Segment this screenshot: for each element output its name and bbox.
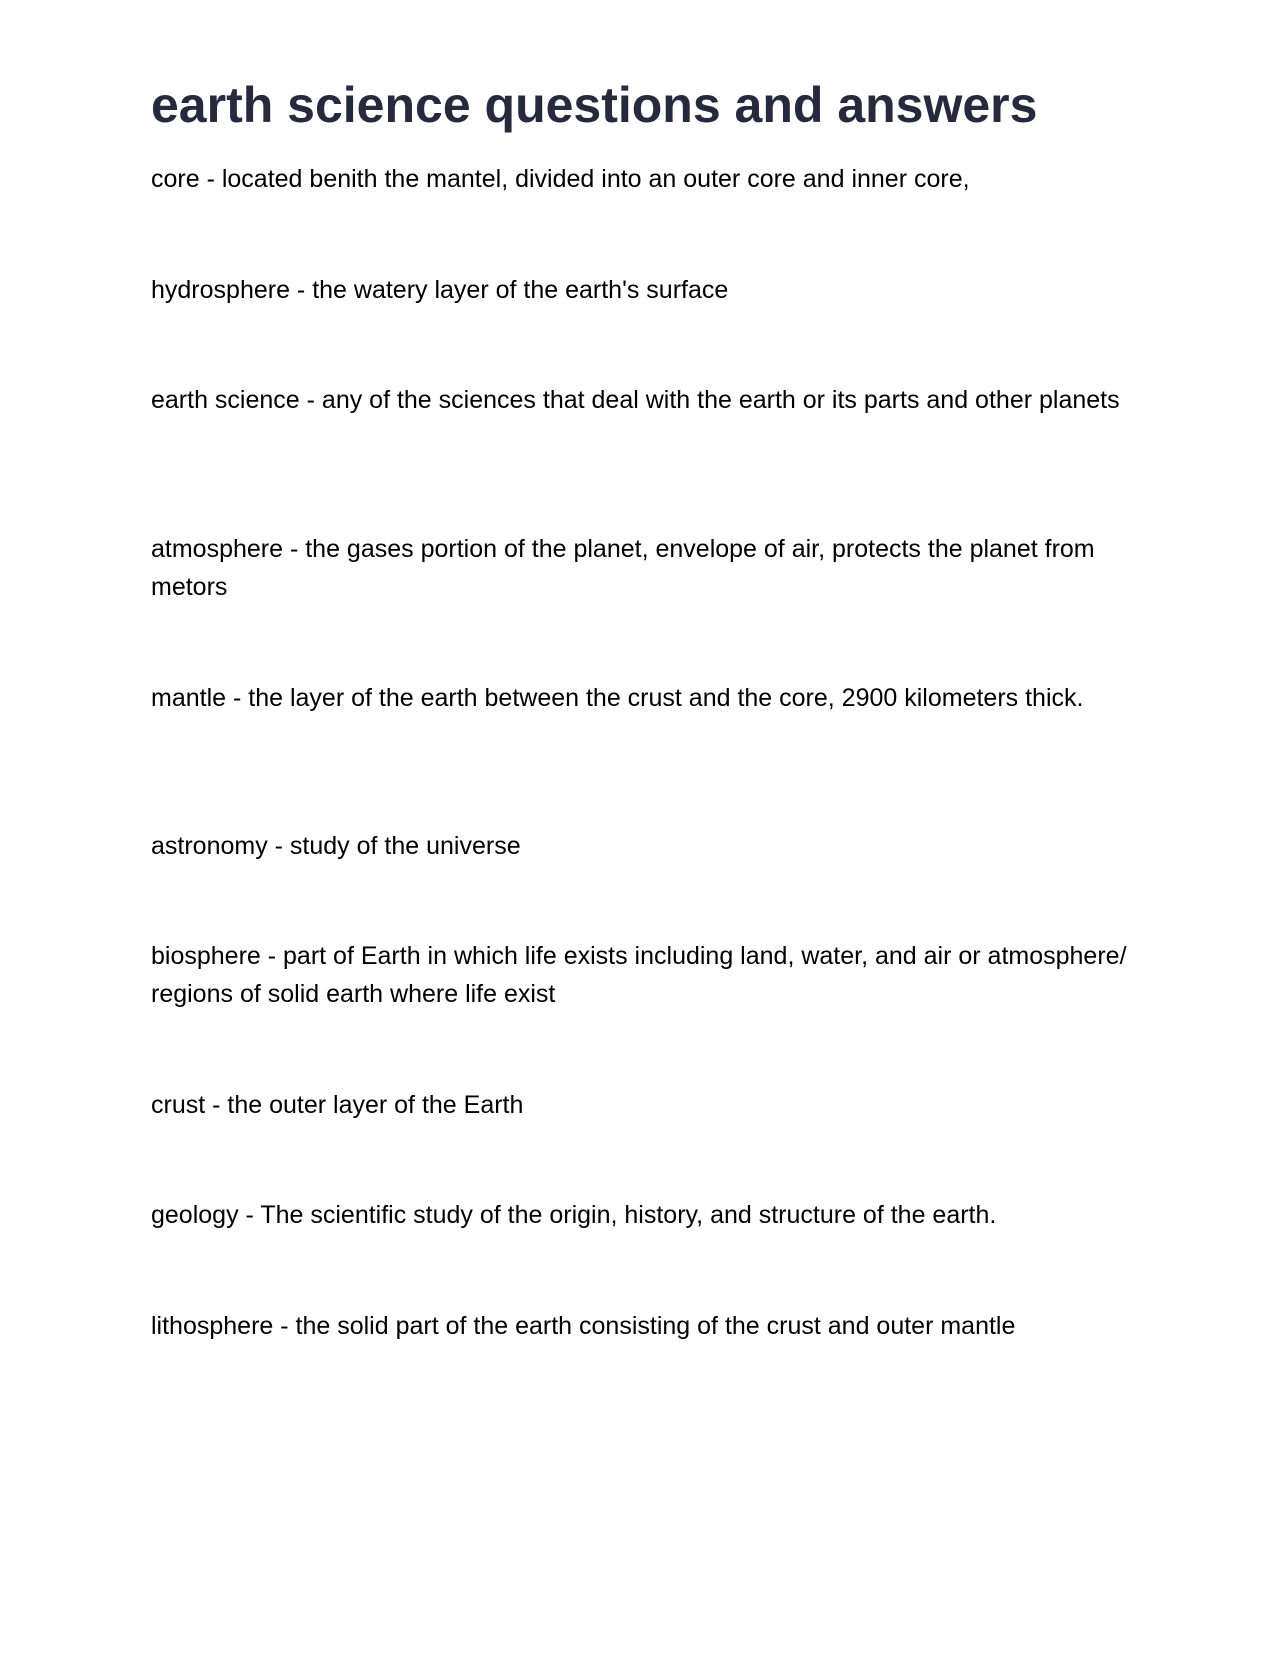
document-title: earth science questions and answers xyxy=(151,77,1038,133)
definition-entry-geology: geology - The scientific study of the origin, history, and structure of the earth. xyxy=(151,1201,997,1229)
definition-entry-crust: crust - the outer layer of the Earth xyxy=(151,1091,524,1119)
definition-entry-hydrosphere: hydrosphere - the watery layer of the earth's surface xyxy=(151,276,729,304)
definition-entry-core: core - located benith the mantel, divided into an outer core and inner core, xyxy=(151,165,970,193)
definition-entry-atmosphere: atmosphere - the gases portion of the planet, envelope of air, protects the planet from metors xyxy=(151,535,1095,601)
definition-entry-astronomy: astronomy - study of the universe xyxy=(151,832,521,860)
definition-entry-lithosphere: lithosphere - the solid part of the earth consisting of the crust and outer mantle xyxy=(151,1312,1016,1340)
definition-entry-mantle: mantle - the layer of the earth between the crust and the core, 2900 kilometers thick. xyxy=(151,684,1084,712)
definition-entry-biosphere: biosphere - part of Earth in which life exists including land, water, and air or atmosphere/ regions of solid earth where life exist xyxy=(151,942,1127,1008)
definition-entry-earth-science: earth science - any of the sciences that deal with the earth or its parts and other planets xyxy=(151,386,1120,414)
